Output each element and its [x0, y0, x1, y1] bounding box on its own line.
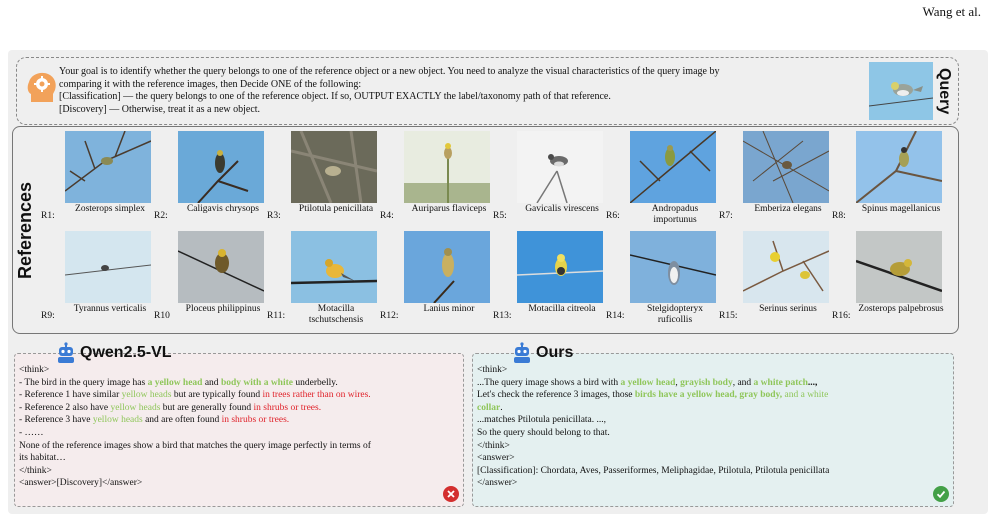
- reference-id: R9:: [41, 311, 55, 321]
- reference-species: Zosterops palpebrosus: [858, 304, 944, 314]
- reference-id: R6:: [606, 211, 620, 221]
- reference-bird-image: [404, 131, 490, 203]
- reference-cell: [380, 229, 502, 331]
- response-line: None of the reference images show a bird that matches the query image perfectly in terms of: [19, 440, 371, 451]
- reference-cell: [493, 229, 615, 331]
- think-close-tag: </think>: [477, 440, 510, 451]
- reference-species: Motacilla citreola: [528, 304, 596, 314]
- reference-id: R11:: [267, 311, 286, 321]
- answer-line: [Classification]: Chordata, Aves, Passeriformes, Meliphagidae, Ptilotula, Ptilotula penicillata: [477, 465, 830, 476]
- references-panel: [12, 126, 959, 334]
- response-line: its habitat…: [19, 453, 66, 464]
- reference-bird-image: [291, 131, 377, 203]
- reference-bird-image: [856, 131, 942, 203]
- ours-answer-panel: [472, 344, 954, 507]
- reference-id: R8:: [832, 211, 846, 221]
- response-line: ...matches Ptilotula penicillata. ...,: [477, 415, 607, 426]
- answer-line: <answer>[Discovery]</answer>: [19, 478, 143, 489]
- reference-id: R1:: [41, 211, 55, 221]
- qwen-panel-title: [55, 342, 172, 364]
- instruction-panel: [16, 57, 959, 125]
- response-line: Let's check the reference 3 images, those birds have a yellow head, gray body, and a white collar.: [477, 390, 829, 413]
- reference-cell: [267, 229, 389, 331]
- reference-id: R3:: [267, 211, 281, 221]
- brain-head-icon: [23, 68, 63, 108]
- response-line: - ……: [19, 427, 44, 438]
- reference-species: Lanius minor: [423, 304, 475, 314]
- reference-species: Motacilla tschutschensis: [308, 304, 364, 325]
- reference-id: R2:: [154, 211, 168, 221]
- reference-species: Stelgidopteryx ruficollis: [647, 304, 703, 325]
- response-line: - Reference 1 have similar yellow heads but are typically found in trees rather than on wires.: [19, 390, 371, 401]
- reference-species: Andropadus importunus: [651, 204, 699, 225]
- ours-response: [477, 364, 947, 490]
- reference-bird-image: [65, 131, 151, 203]
- reference-id: R14:: [606, 311, 625, 321]
- qwen-answer-panel: [14, 344, 464, 507]
- response-line: ...The query image shows a bird with a yellow head, grayish body, and a white patch...,: [477, 377, 818, 388]
- reference-bird-image: [178, 231, 264, 303]
- ours-title-text: Ours: [536, 344, 574, 361]
- reference-species: Zosterops simplex: [75, 204, 145, 214]
- reference-bird-image: [404, 231, 490, 303]
- instruction-line: [Classification] — the query belongs to one of the reference object. If so, OUTPUT EXACTLY the label/taxonomy path of that reference.: [59, 91, 611, 102]
- reference-cell: [380, 129, 502, 231]
- qwen-title-text: Qwen2.5-VL: [80, 344, 172, 361]
- reference-species: Emberiza elegans: [754, 204, 822, 214]
- running-header-authors: Wang et al.: [922, 4, 981, 19]
- reference-cell: [606, 129, 728, 231]
- think-open-tag: <think>: [19, 365, 50, 375]
- reference-bird-image: [630, 131, 716, 203]
- instruction-text: [59, 66, 859, 116]
- reference-cell: [41, 229, 163, 331]
- reference-bird-image: [630, 231, 716, 303]
- reference-bird-image: [856, 231, 942, 303]
- reference-cell: [832, 229, 954, 331]
- reference-id: R5:: [493, 211, 507, 221]
- ours-panel-title: [511, 342, 573, 364]
- reference-bird-image: [65, 231, 151, 303]
- reference-species: Ptilotula penicillata: [298, 204, 374, 214]
- reference-bird-image: [178, 131, 264, 203]
- reference-cell: [154, 129, 276, 231]
- reference-id: R16:: [832, 311, 851, 321]
- reference-bird-image: [291, 231, 377, 303]
- response-line: - Reference 3 have yellow heads and are often found in shrubs or trees.: [19, 415, 290, 426]
- query-bird-image: [869, 62, 933, 120]
- reference-species: Auriparus flaviceps: [411, 204, 487, 214]
- references-title: References: [15, 181, 35, 279]
- qwen-response: [19, 364, 457, 490]
- reference-cell: [832, 129, 954, 231]
- reference-bird-image: [517, 131, 603, 203]
- think-close-tag: </think>: [19, 465, 52, 476]
- robot-icon: [55, 342, 77, 364]
- reference-bird-image: [517, 231, 603, 303]
- instruction-line: comparing it with the reference images, then Decide ONE of the following:: [59, 78, 362, 90]
- wrong-x-icon: [443, 486, 459, 502]
- instruction-line: Your goal is to identify whether the query belongs to one of the reference object or a new object. You need to analyze the visual characteristics of the query image by: [59, 66, 720, 77]
- reference-species: Serinus serinus: [759, 304, 817, 314]
- reference-id: R15:: [719, 311, 738, 321]
- query-label: Query: [936, 67, 953, 115]
- reference-cell: [493, 129, 615, 231]
- reference-cell: [719, 129, 841, 231]
- think-open-tag: <think>: [477, 365, 508, 375]
- instruction-line: [Discovery] — Otherwise, treat it as a new object.: [59, 103, 261, 115]
- reference-id: R12:: [380, 311, 399, 321]
- reference-id: R4:: [380, 211, 394, 221]
- robot-icon: [511, 342, 533, 364]
- reference-species: Caligavis chrysops: [186, 204, 260, 214]
- reference-id: R7:: [719, 211, 733, 221]
- reference-species: Tyrannus verticalis: [73, 304, 147, 314]
- reference-bird-image: [743, 131, 829, 203]
- references-grid: [41, 127, 953, 333]
- reference-bird-image: [743, 231, 829, 303]
- answer-close-tag: </answer>: [477, 478, 518, 489]
- reference-species: Gavicalis virescens: [525, 204, 599, 214]
- response-line: So the query should belong to that.: [477, 427, 610, 438]
- response-line: - Reference 2 also have yellow heads but are generally found in shrubs or trees.: [19, 402, 322, 413]
- reference-cell: [41, 129, 163, 231]
- reference-cell: [154, 229, 276, 331]
- correct-check-icon: [933, 486, 949, 502]
- reference-species: Ploceus philippinus: [185, 304, 261, 314]
- answer-open-tag: <answer>: [477, 453, 515, 464]
- reference-id: R13:: [493, 311, 512, 321]
- reference-id: R10: [154, 311, 170, 321]
- reference-cell: [719, 229, 841, 331]
- reference-species: Spinus magellanicus: [861, 204, 941, 214]
- reference-cell: [267, 129, 389, 231]
- reference-cell: [606, 229, 728, 331]
- response-line: - The bird in the query image has a yellow head and body with a white underbelly.: [19, 377, 338, 388]
